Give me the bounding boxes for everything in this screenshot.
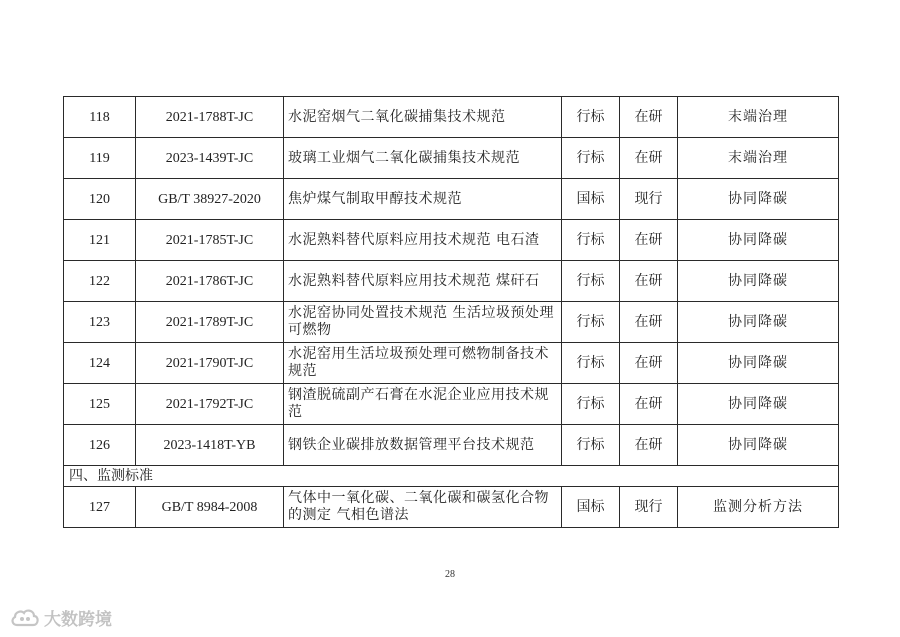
row-number: 123 bbox=[64, 302, 136, 343]
standard-code: 2021-1788T-JC bbox=[136, 97, 284, 138]
standard-status: 在研 bbox=[620, 97, 678, 138]
standard-code: 2021-1785T-JC bbox=[136, 220, 284, 261]
standard-status: 在研 bbox=[620, 220, 678, 261]
standard-code: 2021-1790T-JC bbox=[136, 343, 284, 384]
standard-name: 水泥熟料替代原料应用技术规范 煤矸石 bbox=[284, 261, 562, 302]
standard-category: 协同降碳 bbox=[678, 179, 839, 220]
standard-status: 在研 bbox=[620, 261, 678, 302]
standard-status: 在研 bbox=[620, 302, 678, 343]
table-row bbox=[64, 487, 839, 528]
table-row bbox=[64, 138, 839, 179]
standard-code: GB/T 38927-2020 bbox=[136, 179, 284, 220]
standard-code: 2021-1792T-JC bbox=[136, 384, 284, 425]
standard-status: 在研 bbox=[620, 425, 678, 466]
standard-category: 末端治理 bbox=[678, 97, 839, 138]
row-number: 124 bbox=[64, 343, 136, 384]
standard-name: 玻璃工业烟气二氧化碳捕集技术规范 bbox=[284, 138, 562, 179]
table-row bbox=[64, 384, 839, 425]
standard-type: 行标 bbox=[562, 220, 620, 261]
standard-type: 行标 bbox=[562, 425, 620, 466]
watermark-text: 大数跨境 bbox=[44, 610, 112, 630]
standard-code: 2023-1418T-YB bbox=[136, 425, 284, 466]
row-number: 126 bbox=[64, 425, 136, 466]
standard-type: 行标 bbox=[562, 261, 620, 302]
cloud-logo-icon bbox=[10, 607, 40, 629]
standard-name: 水泥窑协同处置技术规范 生活垃圾预处理可燃物 bbox=[284, 302, 562, 343]
standard-type: 行标 bbox=[562, 384, 620, 425]
table-row bbox=[64, 302, 839, 343]
standards-table-body bbox=[64, 97, 839, 466]
row-number: 121 bbox=[64, 220, 136, 261]
standard-code: 2021-1786T-JC bbox=[136, 261, 284, 302]
table-row bbox=[64, 179, 839, 220]
standard-category: 监测分析方法 bbox=[678, 487, 839, 528]
standard-category: 协同降碳 bbox=[678, 425, 839, 466]
section-row bbox=[64, 466, 839, 487]
standard-type: 国标 bbox=[562, 179, 620, 220]
section-header-monitoring bbox=[64, 466, 839, 487]
table-row bbox=[64, 343, 839, 384]
standard-name: 气体中一氧化碳、二氧化碳和碳氢化合物的测定 气相色谱法 bbox=[284, 487, 562, 528]
standard-status: 在研 bbox=[620, 343, 678, 384]
standard-status: 在研 bbox=[620, 138, 678, 179]
standard-name: 水泥窑烟气二氧化碳捕集技术规范 bbox=[284, 97, 562, 138]
monitoring-table-body bbox=[64, 487, 839, 528]
table-row bbox=[64, 97, 839, 138]
row-number: 119 bbox=[64, 138, 136, 179]
standard-status: 现行 bbox=[620, 487, 678, 528]
standard-category: 协同降碳 bbox=[678, 220, 839, 261]
table-row bbox=[64, 425, 839, 466]
standard-category: 协同降碳 bbox=[678, 302, 839, 343]
section-title: 四、监测标准 bbox=[64, 466, 839, 487]
standard-status: 在研 bbox=[620, 384, 678, 425]
standard-code: 2023-1439T-JC bbox=[136, 138, 284, 179]
standard-type: 行标 bbox=[562, 343, 620, 384]
page-number: 28 bbox=[445, 569, 455, 580]
standard-name: 钢渣脱硫副产石膏在水泥企业应用技术规范 bbox=[284, 384, 562, 425]
standard-code: 2021-1789T-JC bbox=[136, 302, 284, 343]
standard-type: 行标 bbox=[562, 97, 620, 138]
row-number: 125 bbox=[64, 384, 136, 425]
standard-code: GB/T 8984-2008 bbox=[136, 487, 284, 528]
standard-category: 末端治理 bbox=[678, 138, 839, 179]
standard-name: 水泥熟料替代原料应用技术规范 电石渣 bbox=[284, 220, 562, 261]
table-row bbox=[64, 261, 839, 302]
row-number: 120 bbox=[64, 179, 136, 220]
row-number: 122 bbox=[64, 261, 136, 302]
standard-name: 钢铁企业碳排放数据管理平台技术规范 bbox=[284, 425, 562, 466]
standard-category: 协同降碳 bbox=[678, 261, 839, 302]
standard-type: 行标 bbox=[562, 302, 620, 343]
standards-table bbox=[63, 96, 839, 528]
table-row bbox=[64, 220, 839, 261]
standard-name: 焦炉煤气制取甲醇技术规范 bbox=[284, 179, 562, 220]
standard-name: 水泥窑用生活垃圾预处理可燃物制备技术规范 bbox=[284, 343, 562, 384]
standard-category: 协同降碳 bbox=[678, 384, 839, 425]
row-number: 127 bbox=[64, 487, 136, 528]
standard-status: 现行 bbox=[620, 179, 678, 220]
row-number: 118 bbox=[64, 97, 136, 138]
standard-category: 协同降碳 bbox=[678, 343, 839, 384]
standard-type: 国标 bbox=[562, 487, 620, 528]
standard-type: 行标 bbox=[562, 138, 620, 179]
watermark bbox=[10, 605, 112, 630]
